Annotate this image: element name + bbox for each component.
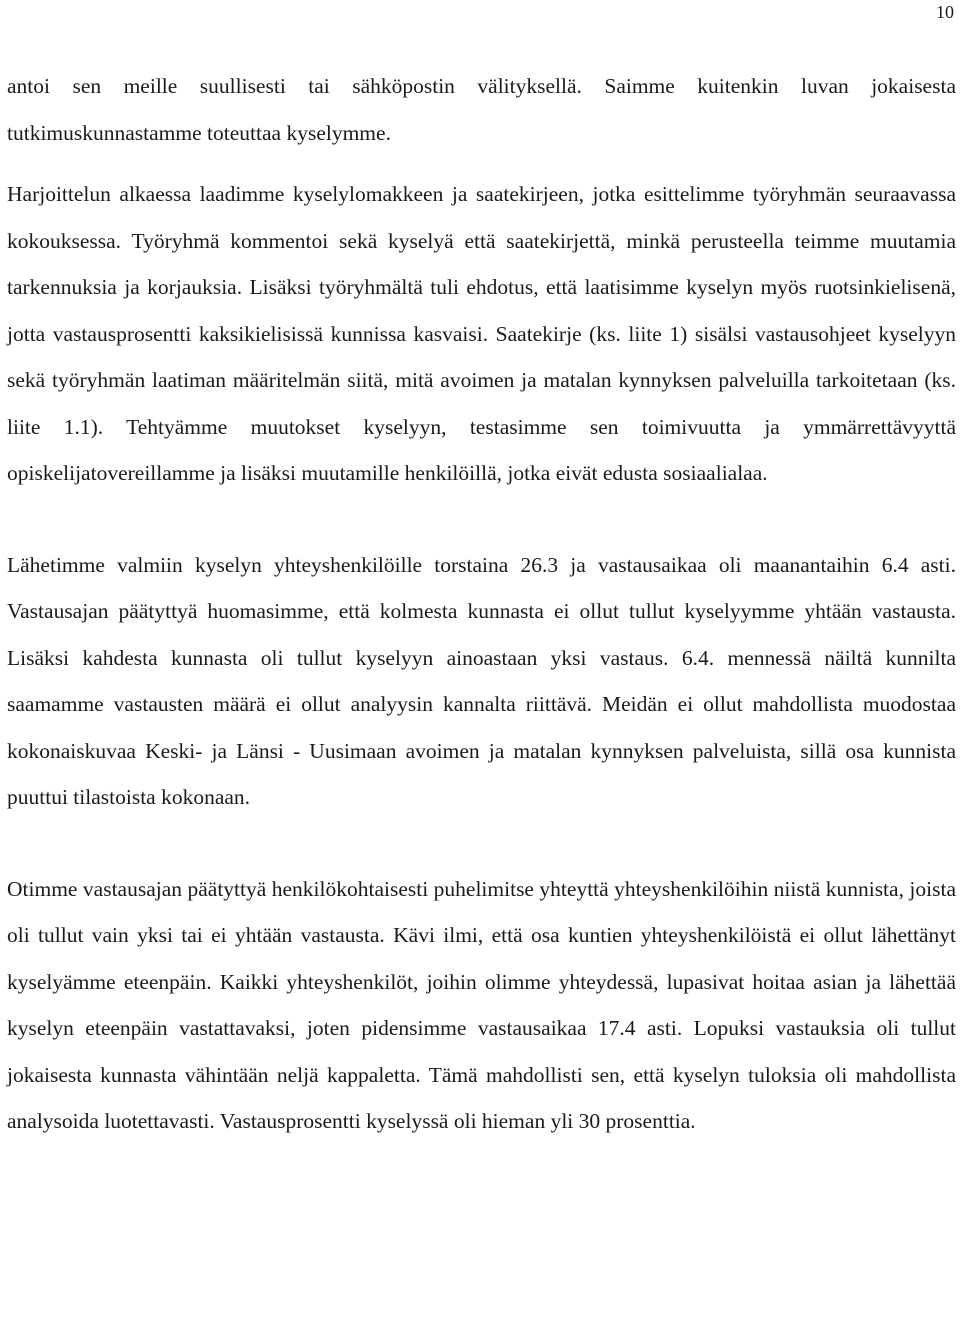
paragraph-1: antoi sen meille suullisesti tai sähköpostin välityksellä. Saimme kuitenkin luvan jokaisesta tutkimuskunnastamme toteuttaa kyselymme.	[7, 74, 956, 145]
paragraph-3: Lähetimme valmiin kyselyn yhteyshenkilöille torstaina 26.3 ja vastausaikaa oli maanantaihin 6.4 asti. Vastausajan päätyttyä huomasimme, että kolmesta kunnasta ei ollut tullut kyselyymme yhtään vastausta. Lisäksi kahdesta kunnasta oli tullut kyselyyn ainoastaan yksi vastaus. 6.4. mennessä näiltä kunnilta saamamme vastausten määrä ei ollut analyysin kannalta riittävä. Meidän ei ollut mahdollista muodostaa kokonaiskuvaa Keski- ja Länsi - Uusimaan avoimen ja matalan kynnyksen palveluista, sillä osa kunnista puuttui tilastoista kokonaan.	[7, 552, 956, 809]
paragraph-2: Harjoittelun alkaessa laadimme kyselylomakkeen ja saatekirjeen, jotka esittelimme työryhmän seuraavassa kokouksessa. Työryhmä kommentoi sekä kyselyä että saatekirjettä, minkä perusteella teimme muutamia tarkennuksia ja korjauksia. Lisäksi työryhmältä tuli ehdotus, että laatisimme kyselyn myös ruotsinkielisenä, jotta vastausprosentti kaksikielisissä kunnissa kasvaisi. Saatekirje (ks. liite 1) sisälsi vastausohjeet kyselyyn sekä työryhmän laatiman määritelmän siitä, mitä avoimen ja matalan kynnyksen palveluilla tarkoitetaan (ks. liite 1.1). Tehtyämme muutokset kyselyyn, testasimme sen toimivuutta ja ymmärrettävyyttä opiskelijatovereillamme ja lisäksi muutamille henkilöillä, jotka eivät edusta sosiaalialaa.	[7, 182, 956, 485]
document-body	[7, 63, 956, 1145]
paragraph-4: Otimme vastausajan päätyttyä henkilökohtaisesti puhelimitse yhteyttä yhteyshenkilöihin niistä kunnista, joista oli tullut vain yksi tai ei yhtään vastausta. Kävi ilmi, että osa kuntien yhteyshenkilöistä ei ollut lähettänyt kyselyämme eteenpäin. Kaikki yhteyshenkilöt, joihin olimme yhteydessä, lupasivat hoitaa asian ja lähettää kyselyn eteenpäin vastattavaksi, joten pidensimme vastausaikaa 17.4 asti. Lopuksi vastauksia oli tullut jokaisesta kunnasta vähintään neljä kappaletta. Tämä mahdollisti sen, että kyselyn tuloksia oli mahdollista analysoida luotettavasti. Vastausprosentti kyselyssä oli hieman yli 30 prosenttia.	[7, 876, 956, 1133]
page-number: 10	[936, 2, 954, 22]
